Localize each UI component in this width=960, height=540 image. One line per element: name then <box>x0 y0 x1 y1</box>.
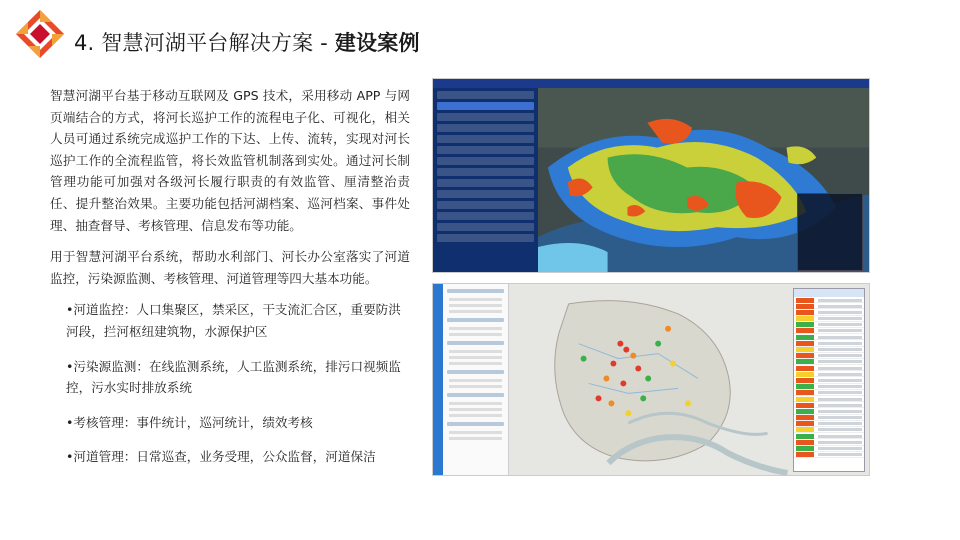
page-title <box>74 27 420 57</box>
list-item: •考核管理：事件统计，巡河统计，绩效考核 <box>66 414 313 430</box>
list-item: •河道监控：人口集聚区，禁采区，干支流汇合区，重要防洪河段，拦河枢纽建筑物，水源保护区 <box>66 302 401 339</box>
page-title-prefix: 4. 智慧河湖平台解决方案 - <box>74 31 335 55</box>
list-item: •河道管理：日常巡查，业务受理，公众监督，河道保洁 <box>66 449 376 465</box>
intro-paragraph: 智慧河湖平台基于移动互联网及 GPS 技术，采用移动 APP 与网页端结合的方式，将河长巡护工作的流程电子化、可视化，相关人员可通过系统完成巡护工作的下达、上传、流转，实现对河长巡护工作的全流程监管，将长效监管机制落到实处。通过河长制管理功能可加强对各级河长履行职责的有效监管、厘清整治责任、提升整治效果。主要功能包括河湖档案、巡河档案、事件处理、抽查督导、考核管理、信息发布等功能。 <box>50 88 410 233</box>
usage-paragraph: 用于智慧河湖平台系统，帮助水利部门、河长办公室落实了河道监控，污染源监测、考核管理、河道管理等四大基本功能。 <box>50 249 410 286</box>
app-nav-rail <box>433 284 443 475</box>
list-item: •污染源监测：在线监测系统，人工监测系统，排污口视频监控，污水实时排放系统 <box>66 358 401 396</box>
app-topbar <box>433 79 869 88</box>
description-column <box>50 85 410 481</box>
app-sidebar <box>433 88 538 272</box>
company-logo <box>14 8 66 60</box>
monitoring-map-screenshot <box>432 283 870 476</box>
map-legend-panel <box>797 193 863 271</box>
filter-panel <box>443 284 509 475</box>
page-title-bold: 建设案例 <box>334 31 420 55</box>
satellite-map-screenshot <box>432 78 870 273</box>
monitoring-table <box>793 288 865 472</box>
function-list <box>50 299 410 468</box>
